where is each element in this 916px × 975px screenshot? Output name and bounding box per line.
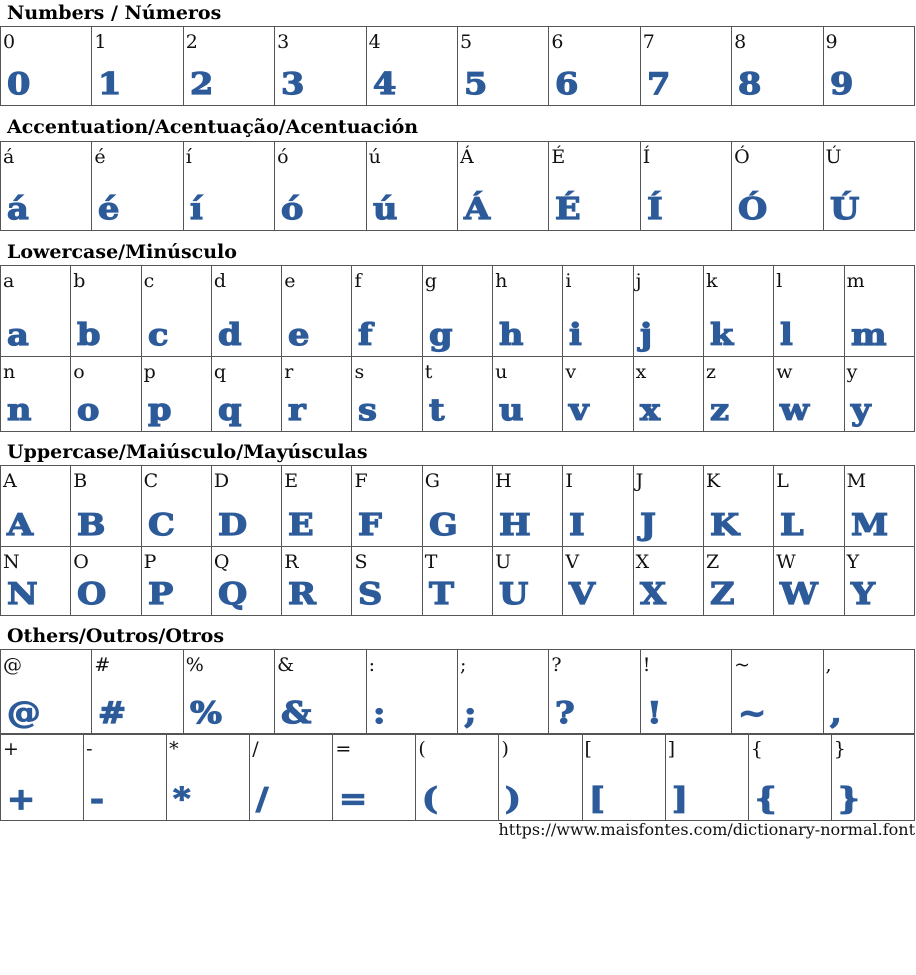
glyph-sample: & (281, 696, 311, 731)
glyph-label: w (776, 361, 793, 383)
glyph-sample: ; (463, 696, 476, 731)
glyph-sample: # (98, 696, 126, 731)
glyph-cell-u2b (1, 734, 84, 821)
glyph-cell-6 (549, 27, 640, 106)
glyph-cell-u3d (333, 734, 416, 821)
glyph-label: M (846, 470, 867, 492)
glyph-cell-u2f (250, 734, 333, 821)
glyph-sample: 3 (281, 67, 304, 102)
glyph-label: @ (3, 654, 22, 676)
glyph-sample: t (428, 393, 444, 428)
glyph-label: v (565, 361, 577, 383)
glyph-label: b (73, 270, 86, 292)
glyph-sample: P (147, 577, 172, 612)
glyph-sample: X (639, 577, 665, 612)
glyph-label: A (3, 470, 17, 492)
glyph-sample: ) (505, 782, 521, 817)
glyph-sample: ~ (738, 696, 766, 731)
glyph-cell-X (633, 547, 703, 616)
glyph-row (1, 266, 915, 357)
glyph-label: * (169, 738, 179, 760)
glyph-row (1, 650, 915, 735)
glyph-row (1, 547, 915, 616)
glyph-cell-d (211, 266, 281, 357)
glyph-label: ? (551, 654, 562, 676)
glyph-cell-f (352, 266, 422, 357)
glyph-label: o (73, 361, 85, 383)
glyph-cell-c (141, 266, 211, 357)
glyph-cell-0 (1, 27, 92, 106)
glyph-cell-ud3 (732, 142, 823, 231)
glyph-sample: q (217, 393, 241, 428)
glyph-cell-Y (844, 547, 914, 616)
glyph-label: H (495, 470, 512, 492)
glyph-row (1, 734, 915, 821)
glyph-cell-4 (366, 27, 457, 106)
glyph-sample: a (7, 318, 28, 353)
glyph-label: & (277, 654, 295, 676)
glyph-label: D (213, 470, 230, 492)
glyph-sample: , (829, 696, 841, 731)
glyph-cell-ued (183, 142, 274, 231)
glyph-label: O (73, 551, 89, 573)
glyph-label: j (635, 270, 642, 292)
glyph-sample: [ (588, 782, 604, 817)
glyph-sample: d (217, 318, 241, 353)
glyph-cell-u2c (823, 650, 914, 735)
glyph-label: q (213, 361, 227, 383)
glyph-sample: ú (372, 192, 396, 227)
glyph-cell-t (422, 357, 492, 432)
glyph-cell-u7d (831, 734, 914, 821)
glyph-cell-u5b (582, 734, 665, 821)
glyph-label: Z (705, 551, 720, 573)
glyph-sample: = (339, 782, 367, 817)
glyph-cell-n (1, 357, 71, 432)
glyph-label: d (213, 270, 227, 292)
glyph-label: F (354, 470, 368, 492)
glyph-label: G (424, 470, 440, 492)
glyph-label: g (424, 270, 437, 292)
glyph-cell-U (493, 547, 563, 616)
glyph-label: / (252, 738, 259, 760)
glyph-sample: Q (217, 577, 247, 612)
glyph-sample: z (709, 393, 728, 428)
glyph-cell-a (1, 266, 71, 357)
glyph-cell-j (633, 266, 703, 357)
glyph-cell-u (493, 357, 563, 432)
glyph-label: y (846, 361, 858, 383)
glyph-sample: ! (646, 696, 661, 731)
glyph-sample: E (288, 508, 313, 543)
glyph-cell-N (1, 547, 71, 616)
glyph-label: 4 (368, 31, 381, 53)
glyph-sample: U (499, 577, 528, 612)
glyph-sample: G (428, 508, 457, 543)
glyph-sample: w (780, 393, 809, 428)
glyph-cell-P (141, 547, 211, 616)
glyph-label: l (776, 270, 783, 292)
glyph-cell-o (71, 357, 141, 432)
glyph-sample: 4 (372, 67, 395, 102)
glyph-cell-g (422, 266, 492, 357)
glyph-sample: 2 (189, 67, 213, 102)
glyph-sample: f (358, 318, 372, 353)
glyph-cell-u28 (416, 734, 499, 821)
glyph-label: L (776, 470, 789, 492)
glyph-sample: / (256, 782, 268, 817)
glyph-label: R (284, 551, 299, 573)
glyph-label: Á (459, 146, 474, 168)
glyph-cell-A (1, 466, 71, 547)
glyph-cell-q (211, 357, 281, 432)
glyph-cell-H (493, 466, 563, 547)
glyph-sample: 8 (738, 67, 761, 102)
glyph-sample: 0 (7, 67, 30, 102)
glyph-cell-uf3 (275, 142, 366, 231)
glyph-label: N (3, 551, 20, 573)
glyph-cell-v (563, 357, 633, 432)
glyph-label: ó (277, 146, 289, 168)
glyph-sample: Í (646, 192, 662, 227)
glyph-row (1, 142, 915, 231)
section-title-others: Others/Outros/Otros (7, 625, 225, 647)
glyph-cell-8 (732, 27, 823, 106)
glyph-label: P (143, 551, 157, 573)
glyph-cell-p (141, 357, 211, 432)
glyph-cell-w (774, 357, 844, 432)
glyph-sample: L (780, 508, 803, 543)
glyph-cell-k (703, 266, 773, 357)
glyph-cell-m (844, 266, 914, 357)
glyph-sample: @ (7, 696, 40, 731)
glyph-sample: T (428, 577, 453, 612)
glyph-cell-y (844, 357, 914, 432)
glyph-sample: í (189, 192, 202, 227)
glyph-sample: O (77, 577, 106, 612)
glyph-cell-l (774, 266, 844, 357)
glyph-cell-O (71, 547, 141, 616)
glyph-sample: É (555, 192, 580, 227)
glyph-label: , (825, 654, 832, 676)
glyph-cell-z (703, 357, 773, 432)
glyph-label: a (3, 270, 15, 292)
glyph-cell-9 (823, 27, 914, 106)
glyph-cell-e (282, 266, 352, 357)
glyph-sample: % (189, 696, 221, 731)
glyph-cell-u3a (366, 650, 457, 735)
glyph-sample: A (7, 508, 32, 543)
glyph-cell-R (282, 547, 352, 616)
glyph-label: f (354, 270, 362, 292)
glyph-label: ! (642, 654, 651, 676)
glyph-label: 0 (3, 31, 16, 53)
glyph-cell-F (352, 466, 422, 547)
glyph-label: 2 (185, 31, 198, 53)
glyph-label: é (94, 146, 106, 168)
glyph-label: k (705, 270, 718, 292)
glyph-sample: C (147, 508, 174, 543)
glyph-sample: 6 (555, 67, 578, 102)
glyph-sample: Á (463, 192, 489, 227)
glyph-sample: M (850, 508, 887, 543)
glyph-cell-C (141, 466, 211, 547)
glyph-cell-B (71, 466, 141, 547)
glyph-sample: 1 (98, 67, 121, 102)
glyph-cell-u21 (640, 650, 731, 735)
glyph-label: i (565, 270, 572, 292)
glyph-label: % (185, 654, 204, 676)
glyph-sample: S (358, 577, 382, 612)
glyph-sample: R (288, 577, 315, 612)
glyph-cell-ucd (640, 142, 731, 231)
glyph-cell-V (563, 547, 633, 616)
glyph-cell-Z (703, 547, 773, 616)
glyph-cell-G (422, 466, 492, 547)
glyph-cell-K (703, 466, 773, 547)
glyph-cell-u5d (665, 734, 748, 821)
glyph-sample: J (639, 508, 655, 543)
glyph-sample: x (639, 393, 659, 428)
glyph-sample: r (288, 393, 305, 428)
glyph-cell-u40 (1, 650, 92, 735)
glyph-sample: i (569, 318, 582, 353)
glyph-label: Ó (734, 146, 750, 168)
glyph-sample: á (7, 192, 28, 227)
glyph-cell-E (282, 466, 352, 547)
glyph-cell-u7e (732, 650, 823, 735)
glyph-sample: F (358, 508, 382, 543)
glyph-row (1, 27, 915, 106)
glyph-sample: 7 (646, 67, 669, 102)
uppercase-grid (0, 465, 915, 616)
glyph-cell-7 (640, 27, 731, 106)
glyph-label: É (551, 146, 566, 168)
numbers-grid (0, 26, 915, 106)
glyph-label: J (635, 470, 644, 492)
glyph-cell-h (493, 266, 563, 357)
glyph-label: ) (501, 738, 509, 760)
glyph-sample: Ó (738, 192, 767, 227)
glyph-sample: Ú (829, 192, 858, 227)
section-title-lowercase: Lowercase/Minúsculo (7, 241, 237, 263)
glyph-cell-D (211, 466, 281, 547)
glyph-label: K (705, 470, 721, 492)
lowercase-grid (0, 265, 915, 432)
glyph-cell-ue9 (92, 142, 183, 231)
glyph-sample: u (499, 393, 523, 428)
glyph-sample: ó (281, 192, 303, 227)
glyph-cell-b (71, 266, 141, 357)
glyph-sample: N (7, 577, 37, 612)
glyph-sample: H (499, 508, 530, 543)
glyph-cell-T (422, 547, 492, 616)
glyph-cell-s (352, 357, 422, 432)
glyph-sample: 9 (829, 67, 852, 102)
glyph-cell-ufa (366, 142, 457, 231)
glyph-label: U (495, 551, 512, 573)
glyph-label: p (143, 361, 156, 383)
glyph-sample: l (780, 318, 792, 353)
glyph-cell-u26 (275, 650, 366, 735)
glyph-row (1, 466, 915, 547)
glyph-sample: W (780, 577, 817, 612)
glyph-label: C (143, 470, 159, 492)
glyph-label: = (335, 738, 352, 760)
glyph-cell-5 (457, 27, 548, 106)
section-title-accents: Accentuation/Acentuação/Acentuación (7, 116, 419, 138)
glyph-label: T (424, 551, 438, 573)
glyph-label: 7 (642, 31, 655, 53)
glyph-label: Ú (825, 146, 842, 168)
glyph-sample: * (173, 782, 190, 817)
glyph-label: I (565, 470, 573, 492)
glyph-sample: : (372, 696, 384, 731)
glyph-cell-2 (183, 27, 274, 106)
glyph-sample: é (98, 192, 119, 227)
glyph-label: t (424, 361, 433, 383)
glyph-sample: ( (422, 782, 438, 817)
others-grid-row2 (0, 733, 915, 821)
glyph-cell-3 (275, 27, 366, 106)
glyph-cell-u7b (748, 734, 831, 821)
glyph-cell-u29 (499, 734, 582, 821)
glyph-label: : (368, 654, 375, 676)
glyph-label: S (354, 551, 368, 573)
glyph-sample: s (358, 393, 377, 428)
glyph-label: B (73, 470, 88, 492)
glyph-sample: } (837, 782, 859, 817)
glyph-cell-Q (211, 547, 281, 616)
glyph-sample: b (77, 318, 100, 353)
glyph-cell-u3b (457, 650, 548, 735)
glyph-sample: j (639, 318, 651, 353)
glyph-cell-u23 (92, 650, 183, 735)
glyph-sample: 5 (463, 67, 487, 102)
glyph-cell-M (844, 466, 914, 547)
glyph-sample: - (90, 782, 103, 817)
glyph-sample: n (7, 393, 31, 428)
glyph-sample: { (754, 782, 776, 817)
glyph-cell-ue1 (1, 142, 92, 231)
glyph-label: ú (368, 146, 381, 168)
glyph-sample: p (147, 393, 170, 428)
glyph-label: - (86, 738, 93, 760)
glyph-sample: g (428, 318, 452, 353)
glyph-sample: k (709, 318, 733, 353)
glyph-label: ~ (734, 654, 751, 676)
glyph-label: V (565, 551, 580, 573)
glyph-label: í (185, 146, 192, 168)
glyph-cell-W (774, 547, 844, 616)
glyph-sample: ] (671, 782, 687, 817)
glyph-label: x (635, 361, 647, 383)
glyph-label: 3 (277, 31, 290, 53)
others-grid-row1 (0, 649, 915, 735)
glyph-label: 8 (734, 31, 747, 53)
glyph-label: Y (846, 551, 860, 573)
glyph-cell-S (352, 547, 422, 616)
glyph-label: E (284, 470, 299, 492)
glyph-label: 5 (459, 31, 473, 53)
glyph-sample: y (850, 393, 869, 428)
glyph-label: e (284, 270, 296, 292)
glyph-sample: + (7, 782, 35, 817)
glyph-sample: c (147, 318, 167, 353)
glyph-sample: B (77, 508, 105, 543)
glyph-cell-uc1 (457, 142, 548, 231)
glyph-cell-I (563, 466, 633, 547)
glyph-sample: I (569, 508, 584, 543)
glyph-sample: v (569, 393, 588, 428)
glyph-cell-1 (92, 27, 183, 106)
glyph-label: h (495, 270, 508, 292)
glyph-sample: o (77, 393, 99, 428)
glyph-label: W (776, 551, 796, 573)
glyph-label: Q (213, 551, 230, 573)
glyph-label: 1 (94, 31, 107, 53)
glyph-sample: Z (709, 577, 734, 612)
glyph-label: c (143, 270, 155, 292)
glyph-sample: m (850, 318, 886, 353)
glyph-cell-x (633, 357, 703, 432)
glyph-label: u (495, 361, 508, 383)
glyph-cell-uda (823, 142, 914, 231)
glyph-label: ] (667, 738, 676, 760)
glyph-label: # (94, 654, 111, 676)
section-title-uppercase: Uppercase/Maiúsculo/Mayúsculas (7, 441, 368, 463)
glyph-cell-i (563, 266, 633, 357)
glyph-cell-r (282, 357, 352, 432)
footer-url[interactable]: https://www.maisfontes.com/dictionary-normal.font (498, 820, 915, 839)
glyph-sample: h (499, 318, 523, 353)
glyph-sample: V (569, 577, 595, 612)
glyph-label: [ (584, 738, 592, 760)
glyph-cell-u2d (84, 734, 167, 821)
glyph-sample: D (217, 508, 246, 543)
glyph-label: } (833, 738, 846, 760)
glyph-label: á (3, 146, 15, 168)
glyph-label: ( (418, 738, 426, 760)
glyph-cell-u25 (183, 650, 274, 735)
glyph-sample: Y (850, 577, 874, 612)
glyph-row (1, 357, 915, 432)
glyph-cell-J (633, 466, 703, 547)
accents-grid (0, 141, 915, 231)
glyph-sample: K (709, 508, 739, 543)
glyph-label: Í (642, 146, 651, 168)
glyph-label: 6 (551, 31, 564, 53)
glyph-cell-uc9 (549, 142, 640, 231)
glyph-label: ; (459, 654, 467, 676)
glyph-label: s (354, 361, 365, 383)
glyph-label: { (750, 738, 763, 760)
glyph-label: X (635, 551, 650, 573)
glyph-cell-u2a (167, 734, 250, 821)
glyph-cell-L (774, 466, 844, 547)
glyph-sample: e (288, 318, 309, 353)
glyph-label: r (284, 361, 294, 383)
glyph-label: + (3, 738, 19, 760)
glyph-label: m (846, 270, 865, 292)
glyph-label: n (3, 361, 16, 383)
section-title-numbers: Numbers / Números (7, 2, 222, 24)
glyph-label: 9 (825, 31, 838, 53)
glyph-sample: ? (555, 696, 574, 731)
glyph-cell-u3f (549, 650, 640, 735)
glyph-label: z (705, 361, 716, 383)
